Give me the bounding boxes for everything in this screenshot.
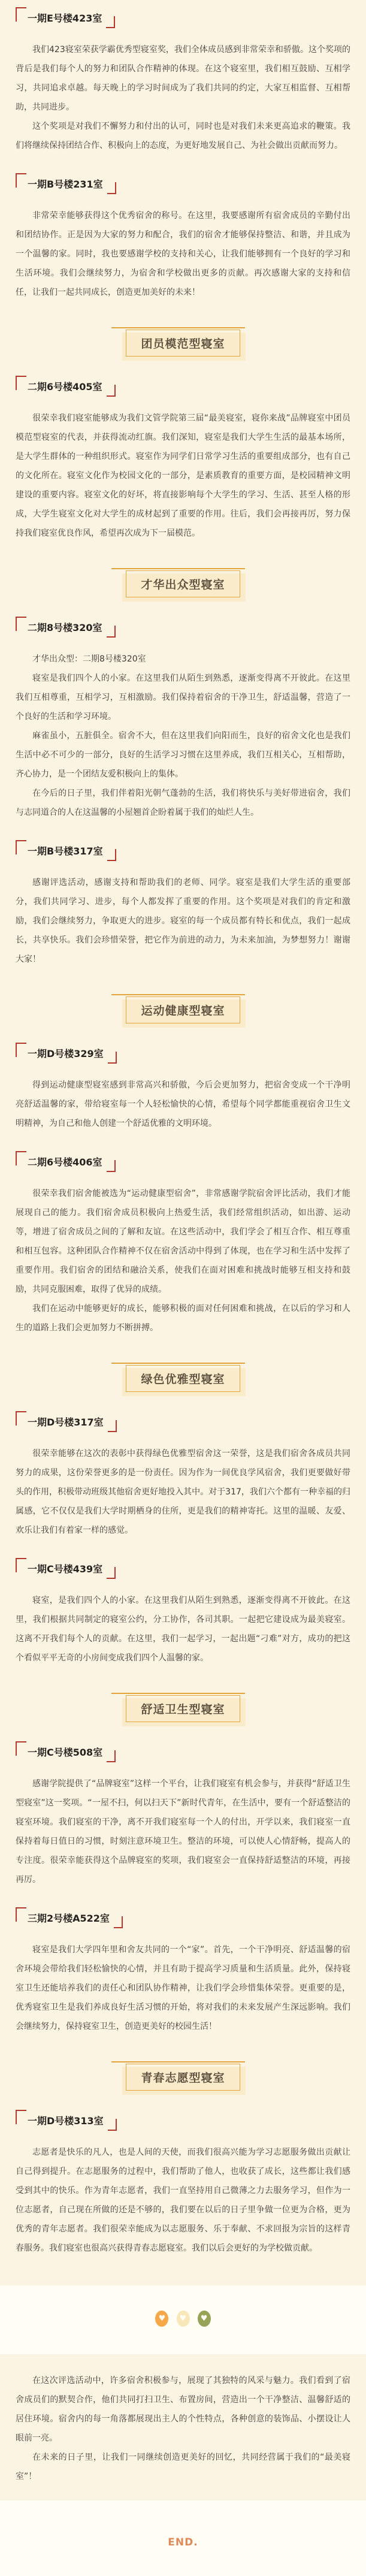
room-title bbox=[16, 1908, 350, 1928]
section-header-label: 团员模范型寝室 bbox=[126, 330, 240, 357]
section-header-label: 运动健康型寝室 bbox=[126, 996, 240, 1023]
room-title bbox=[16, 174, 350, 194]
paragraph: 感谢评选活动，感谢支持和帮助我们的老师、同学。寝室是我们大学生活的重要部分，我们共同学习、进步，每个人都发挥了重要的作用。这个奖项是对我们的肯定和激励，我们会继续努力，争取更大的进步。寝室的每一个成员都有特长和优点，我们一起成长，共享快乐。我们会珍惜荣誉，把它作为前进的动力，为未来加油，为梦想努力！谢谢大家！ bbox=[16, 878, 350, 964]
room-title bbox=[16, 841, 350, 861]
room-title-text: 二期6号楼406室 bbox=[28, 1156, 102, 1168]
header-line bbox=[111, 994, 244, 995]
header-line bbox=[111, 1363, 244, 1364]
room-title bbox=[16, 377, 350, 397]
paragraph: 才华出众型：二期8号楼320室 bbox=[32, 654, 146, 664]
corner-bracket-icon bbox=[114, 1916, 123, 1928]
section-header-badge bbox=[126, 996, 240, 1023]
corner-bracket-icon bbox=[106, 16, 115, 28]
room-title bbox=[16, 618, 350, 638]
section-header bbox=[16, 996, 350, 1023]
section-header-badge bbox=[126, 330, 240, 357]
header-line bbox=[111, 1693, 244, 1694]
paragraph: 感谢学院提供了“品牌寝室”这样一个平台，让我们寝室有机会参与，并获得“舒适卫生型寝室”这一奖项。“一屋不扫，何以扫天下”新时代青年，在生活中，要有一个舒适整洁的寝室环境。我们寝室的干净，离不开我们寝室每一个人的付出，开学以来，我们寝室一直保持着每日值日的习惯，时刻注意环境卫生。整洁的环境，可以使人心情舒畅，提高人的专注度。很荣幸能获得这个品牌寝室的奖项，我们寝室会一直保持舒适整洁的环境，再接再厉。 bbox=[16, 1779, 350, 1885]
room-title-text: 三期2号楼A522室 bbox=[28, 1913, 110, 1924]
heart-icon: ♥ bbox=[177, 2311, 190, 2327]
paragraph: 寝室是我们四个人的小家。在这里我们从陌生到熟悉，逐渐变得离不开彼此。在这里我们互相尊重，互相学习，互相激励。我们保持着宿舍的干净卫生，舒适温馨，营造了一个良好的生活和学习环境。 bbox=[16, 674, 350, 721]
room-title-text: 一期D号楼329室 bbox=[28, 1048, 104, 1059]
section-header-badge bbox=[126, 1695, 240, 1722]
paragraph: 寝室，是我们四个人的小家。在这里我们从陌生到熟悉，逐渐变得离不开彼此。在这里，我们根据共同制定的寝室公约，分工协作，各司其职。一起把它建设成为最美寝室。这离不开我们每个人的贡献。在这里，我们一起学习，一起出题“刁难”对方，成功的把这个看似平平无奇的小房间变成我们四个人温馨的家。 bbox=[16, 1596, 350, 1663]
closing-paragraph: 在未来的日子里，让我们一同继续创造更美好的回忆，共同经营属于我们的“最美寝室”！ bbox=[16, 2453, 350, 2481]
section-header bbox=[16, 570, 350, 597]
room-title-text: 一期B号楼317室 bbox=[28, 845, 103, 857]
room-title bbox=[16, 1044, 350, 1064]
room-title bbox=[16, 1559, 350, 1579]
room-title bbox=[16, 1743, 350, 1762]
section-header bbox=[16, 2064, 350, 2091]
room-title-text: 一期C号楼439室 bbox=[28, 1563, 103, 1575]
room-title-text: 一期E号楼423室 bbox=[28, 13, 102, 24]
room-title bbox=[16, 2111, 350, 2131]
end-band bbox=[0, 2500, 366, 2576]
room-title-text: 二期6号楼405室 bbox=[28, 381, 102, 392]
paragraph: 非常荣幸能够获得这个优秀宿舍的称号。在这里，我要感谢所有宿舍成员的辛勤付出和团结协作。正是因为大家的努力和配合，我们的宿舍才能够保持整洁、和谐，并且成为一个温馨的家。同时，我也要感谢学校的支持和关心，让我们能够拥有一个良好的学习和生活环境。我们会继续努力，为宿舍和学校做出更多的贡献。再次感谢大家的支持和信任，让我们一起共同成长，创造更加美好的未来！ bbox=[16, 211, 350, 297]
section-header-label: 舒适卫生型寝室 bbox=[126, 1695, 240, 1722]
corner-bracket-icon bbox=[108, 1052, 117, 1064]
room-title-text: 二期8号楼320室 bbox=[28, 622, 102, 633]
hearts-divider bbox=[0, 2285, 366, 2354]
paragraph: 这个奖项是对我们不懈努力和付出的认可，同时也是对我们未来更高追求的鞭策。我们将继续保持团结合作、积极向上的态度，为更好地发展自己、为社会做出贡献而努力。 bbox=[16, 122, 350, 150]
heart-icon: ♥ bbox=[198, 2311, 211, 2327]
corner-bracket-icon bbox=[107, 182, 116, 194]
section-header-label: 青春志愿型寝室 bbox=[126, 2064, 240, 2091]
corner-bracket-icon bbox=[107, 1750, 116, 1762]
corner-bracket-icon bbox=[107, 849, 116, 861]
room-title-text: 一期B号楼231室 bbox=[28, 179, 103, 190]
header-line bbox=[111, 2061, 244, 2062]
paragraph: 我们在运动中能够更好的成长，能够积极的面对任何困难和挑战，在以后的学习和人生的道路上我们会更加努力不断拼搏。 bbox=[16, 1304, 350, 1333]
paragraph: 志愿者是快乐的凡人，也是人间的天使，而我们很高兴能为学习志愿服务做出贡献让自己得到提升。在志愿服务的过程中，我们帮助了他人，也收获了成长，这些都让我们感受到其中的快乐。作为青年志愿者，我们一直坚持用自己微薄之力去服务学习，但作为一位志愿者，自己现在所做的还是不够的，我们要在以后的日子里争做一位更为合格，更为优秀的青年志愿者。我们很荣幸能成为以志愿服务、乐于奉献、不求回报为宗旨的这样青春服务。我们寝室也很高兴获得青春志愿寝室。我们以后会更好的为学校做贡献。 bbox=[16, 2148, 350, 2253]
corner-bracket-icon bbox=[107, 1567, 116, 1579]
closing-paragraph: 在这次评选活动中，许多宿舍积极参与，展现了其独特的风采与魅力。我们看到了宿舍成员们的默契合作，他们共同打扫卫生、布置房间，营造出一个干净整洁、温馨舒适的居住环境。宿舍内的每一角落都展现出主人的个性特点，各种创意的装饰品、小摆设让人眼前一亮。 bbox=[16, 2376, 350, 2443]
section-header bbox=[16, 1695, 350, 1722]
paragraph: 在今后的日子里，我们伴着阳光朝气蓬勃的生活，我们将快乐与美好带进宿舍，我们与志同道合的人在这温馨的小屋翘首企盼着属于我们的灿烂人生。 bbox=[16, 789, 350, 817]
room-title-text: 一期D号楼313室 bbox=[28, 2115, 104, 2127]
section-header bbox=[16, 1365, 350, 1392]
end-label: END. bbox=[168, 2536, 198, 2548]
room-title-text: 一期C号楼508室 bbox=[28, 1747, 103, 1758]
section-header-badge bbox=[126, 570, 240, 597]
closing-area bbox=[0, 2354, 366, 2500]
section-header-label: 绿色优雅型寝室 bbox=[126, 1365, 240, 1392]
paragraph: 很荣幸能够在这次的表彰中获得绿色优雅型宿舍这一荣誉，这是我们宿舍各成员共同努力的成果，这份荣誉更多的是一份责任。因为作为一间优良学风宿舍，我们更要做好带头的作用，积极带动班级其他宿舍更好地投入其中。对于317，我们六个都有一种幸福的归属感，它不仅仅是我们大学时期栖身的住所，更是我们的精神寄托。这里的温暖、友爱、欢乐让我们有着家一样的感觉。 bbox=[16, 1449, 350, 1535]
room-title bbox=[16, 1152, 350, 1172]
paragraph: 很荣幸我们宿舍能被选为“运动健康型宿舍”，非常感谢学院宿舍评比活动，我们才能展现自己的能力。我们宿舍成员积极向上热爱生活，我们经常组织活动，如出游、运动等，增进了宿舍成员之间的了解和友谊。在这些活动中，我们学会了相互合作、相互尊重和相互包容。这种团队合作精神不仅在宿舍活动中得到了体现，也在学习和生活中发挥了重要作用。我们宿舍的团结和融洽关系，使我们在面对困难和挑战时能够互相支持和鼓励，共同克服困难，取得了优异的成绩。 bbox=[16, 1189, 350, 1294]
paragraph: 寝室是我们大学四年里和舍友共同的一个“家”。首先，一个干净明亮、舒适温馨的宿舍环境会带给我们轻松愉快的心情，并且有助于提高学习质量和生活质量。此外，保持寝室卫生还能培养我们的责任心和团队协作精神，让我们学会珍惜集体荣誉。更重要的是，优秀寝室卫生是我们养成良好生活习惯的开始，将对我们的未来发展产生深远影响。我们会继续努力，保持寝室卫生，创造更美好的校园生活！ bbox=[16, 1945, 350, 2031]
room-title-text: 一期D号楼317室 bbox=[28, 1417, 104, 1428]
heart-icon: ♥ bbox=[155, 2311, 168, 2327]
paragraph: 麻雀虽小，五脏俱全。宿舍不大，但在这里我们向阳而生，良好的宿舍文化也是我们生活中必不可少的一部分，良好的生活学习习惯在这里养成，我们互相关心，互相帮助，齐心协力，是一个团结友爱积极向上的集体。 bbox=[16, 731, 350, 779]
section-header-label: 才华出众型寝室 bbox=[126, 570, 240, 597]
corner-bracket-icon bbox=[107, 1160, 116, 1172]
corner-bracket-icon bbox=[108, 2119, 117, 2131]
section-header-badge bbox=[126, 2064, 240, 2091]
room-title bbox=[16, 1412, 350, 1432]
corner-bracket-icon bbox=[107, 385, 116, 397]
section-header-badge bbox=[126, 1365, 240, 1392]
header-line bbox=[111, 568, 244, 569]
paragraph: 很荣幸我们寝室能够成为我们文管学院第三届“最美寝室，寝你来战”品牌寝室中团员模范型寝室的代表，并获得流动红旗。我们深知，寝室是我们大学生生活的最基本场所，是大学生群体的一种组织形式。寝室作为同学们日常学习生活的重要组成部分，也有自己的文化所在。寝室文化作为校园文化的一部分，是素质教育的重要方面，是校园精神文明建设的重要内容。寝室文化的好坏，将直接影响每个大学生的学习、生活、甚至人格的形成，大学生寝室文化对大学生的成材起到了重要的作用。往后，我们会再接再厉，努力保持我们寝室优良作风，希望再次成为下一届模范。 bbox=[16, 413, 350, 538]
room-title bbox=[16, 8, 350, 28]
paragraph: 我们423寝室荣获学霸优秀型寝室奖，我们全体成员感到非常荣幸和骄傲。这个奖项的背后是我们每个人的努力和团队合作精神的体现。在这个寝室里，我们相互鼓励、互相学习，共同追求卓越。每天晚上的学习时间成为了我们共同的约定，大家互相监督、互相帮助，共同进步。 bbox=[16, 45, 350, 112]
section-header bbox=[16, 330, 350, 357]
paragraph: 得到运动健康型寝室感到非常高兴和骄傲，今后会更加努力，把宿舍变成一个干净明亮舒适温馨的家，带给寝室每一个人轻松愉快的心情，希望每个同学都能重视宿舍卫生文明精神，为自己和他人创建一个舒适优雅的文明环境。 bbox=[16, 1080, 350, 1128]
corner-bracket-icon bbox=[108, 1420, 117, 1432]
corner-bracket-icon bbox=[107, 626, 116, 638]
header-line bbox=[111, 327, 244, 328]
